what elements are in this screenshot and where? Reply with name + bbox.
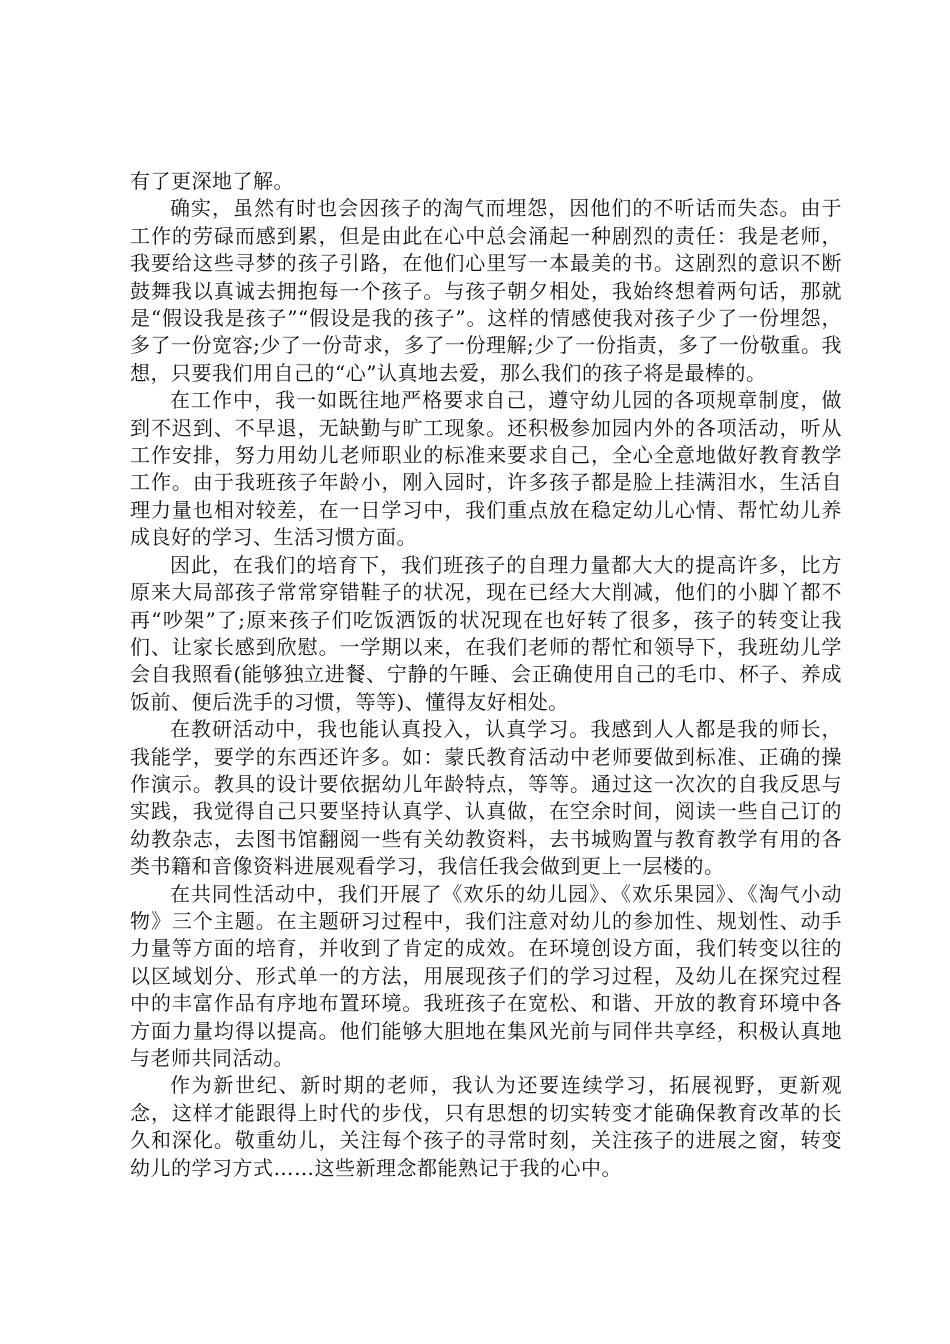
paragraph-2: 确实，虽然有时也会因孩子的淘气而埋怨，因他们的不听话而失态。由于工作的劳碌而感到累，但是由此在心中总会涌起一种剧烈的责任：我是老师，我要给这些寻梦的孩子引路，在他们心里写一本最美的书。这剧烈的意识不断鼓舞我以真诚去拥抱每一个孩子。与孩子朝夕相处，我始终想着两句话，那就是“假设我是孩子”“假设是我的孩子”。这样的情感使我对孩子少了一份埋怨，多了一份宽容;少了一份苛求，多了一份理解;少了一份指责，多了一份敬重。我想，只要我们用自己的“心”认真地去爱，那么我们的孩子将是最棒的。 xyxy=(130,196,842,385)
paragraph-6: 在共同性活动中，我们开展了《欢乐的幼儿园》、《欢乐果园》、《淘气小动物》三个主题。在主题研习过程中，我们注意对幼儿的参加性、规划性、动手力量等方面的培育，并收到了肯定的成效。在环境创设方面，我们转变以往的以区域划分、形式单一的方法，用展现孩子们的学习过程，及幼儿在探究过程中的丰富作品有序地布置环境。我班孩子在宽松、和谐、开放的教育环境中各方面力量均得以提高。他们能够大胆地在集风光前与同伴共享经，积极认真地与老师共同活动。 xyxy=(130,881,842,1070)
paragraph-4: 因此，在我们的培育下，我们班孩子的自理力量都大大的提高许多，比方原来大局部孩子常常穿错鞋子的状况，现在已经大大削减，他们的小脚丫都不再“吵架”了;原来孩子们吃饭洒饭的状况现在也好转了很多，孩子的转变让我们、让家长感到欣慰。一学期以来，在我们老师的帮忙和领导下，我班幼儿学会自我照看(能够独立进餐、宁静的午睡、会正确使用自己的毛巾、杯子、养成饭前、便后洗手的习惯，等等)、懂得友好相处。 xyxy=(130,552,842,714)
document-body xyxy=(130,168,842,1182)
paragraph-7: 作为新世纪、新时期的老师，我认为还要连续学习，拓展视野，更新观念，这样才能跟得上时代的步伐，只有思想的切实转变才能确保教育改革的长久和深化。敬重幼儿，关注每个孩子的寻常时刻，关注孩子的进展之窗，转变幼儿的学习方式……这些新理念都能熟记于我的心中。 xyxy=(130,1073,842,1180)
paragraph-3: 在工作中，我一如既往地严格要求自己，遵守幼儿园的各项规章制度，做到不迟到、不早退，无缺勤与旷工现象。还积极参加园内外的各项活动，听从工作安排，努力用幼儿老师职业的标准来要求自己，全心全意地做好教育教学工作。由于我班孩子年龄小，刚入园时，许多孩子都是脸上挂满泪水，生活自理力量也相对较差，在一日学习中，我们重点放在稳定幼儿心情、帮忙幼儿养成良好的学习、生活习惯方面。 xyxy=(130,388,842,550)
paragraph-1: 有了更深地了解。 xyxy=(130,169,294,193)
paragraph-5: 在教研活动中，我也能认真投入，认真学习。我感到人人都是我的师长，我能学，要学的东西还许多。如：蒙氏教育活动中老师要做到标准、正确的操作演示。教具的设计要依据幼儿年龄特点，等等。通过这一次次的自我反思与实践，我觉得自己只要坚持认真学、认真做，在空余时间，阅读一些自己订的幼教杂志，去图书馆翻阅一些有关幼教资料，去书城购置与教育教学有用的各类书籍和音像资料进展观看学习，我信任我会做到更上一层楼的。 xyxy=(130,717,842,879)
